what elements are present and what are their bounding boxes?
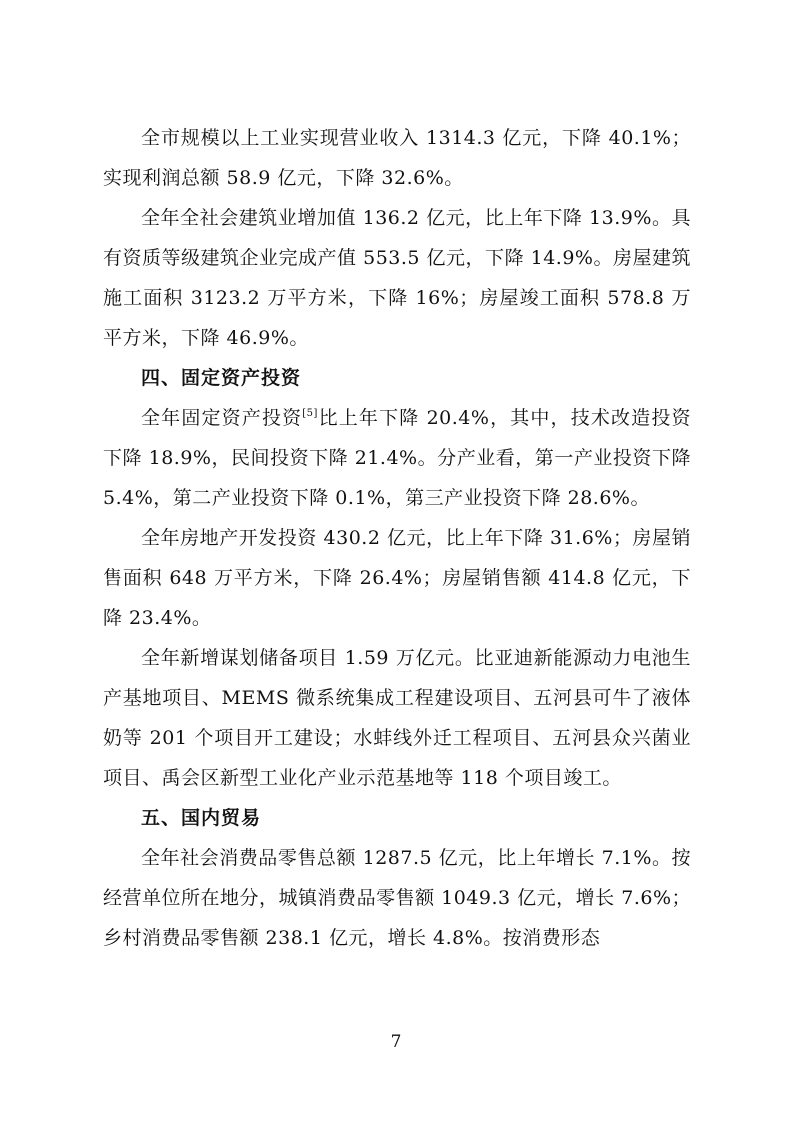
section-heading-fixed-asset-investment: 四、固定资产投资 xyxy=(141,367,302,389)
investment-text-rest: 比上年下降 20.4%，其中，技术改造投资下降 18.9%，民间投资下降 21.4%。分产业看，第一产业投资下降 5.4%，第二产业投资下降 0.1%，第三产业投资下降 28.6%。 xyxy=(103,407,691,509)
section-heading-domestic-trade: 五、国内贸易 xyxy=(141,807,262,829)
paragraph-construction: 全年全社会建筑业增加值 136.2 亿元，比上年下降 13.9%。具有资质等级建筑企业完成产值 553.5 亿元，下降 14.9%。房屋建筑施工面积 3123.2 万平方米，下降 16%；房屋竣工面积 578.8 万平方米，下降 46.9%。 xyxy=(103,207,691,349)
paragraph-projects: 全年新增谋划储备项目 1.59 万亿元。比亚迪新能源动力电池生产基地项目、MEMS 微系统集成工程建设项目、五河县可牛了液体奶等 201 个项目开工建设；水蚌线外迁工程项目、五河县众兴菌业项目、禹会区新型工业化产业示范基地等 118 个项目竣工。 xyxy=(103,647,691,789)
paragraph-retail-sales: 全年社会消费品零售总额 1287.5 亿元，比上年增长 7.1%。按经营单位所在地分，城镇消费品零售额 1049.3 亿元，增长 7.6%；乡村消费品零售额 238.1 亿元，增长 4.8%。按消费形态 xyxy=(103,847,691,949)
document-body xyxy=(103,118,691,958)
paragraph-fixed-asset-investment xyxy=(103,398,691,518)
page-number: 7 xyxy=(390,1032,402,1052)
paragraph-real-estate: 全年房地产开发投资 430.2 亿元，比上年下降 31.6%；房屋销售面积 648 万平方米，下降 26.4%；房屋销售额 414.8 亿元，下降 23.4%。 xyxy=(103,527,691,629)
footnote-marker[interactable]: [5] xyxy=(302,408,318,419)
investment-text-lead: 全年固定资产投资 xyxy=(141,407,303,429)
paragraph-industry-revenue: 全市规模以上工业实现营业收入 1314.3 亿元，下降 40.1%；实现利润总额 58.9 亿元，下降 32.6%。 xyxy=(103,127,691,189)
